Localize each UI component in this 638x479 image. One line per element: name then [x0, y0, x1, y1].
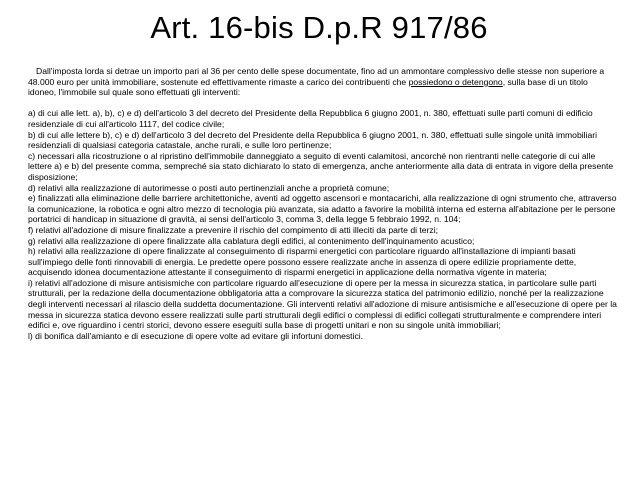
list-item-l: l) di bonifica dall'amianto e di esecuzione di opere volte ad evitare gli infortuni domestici. [28, 330, 364, 341]
list-item-c: c) necessari alla ricostruzione o al ripristino dell'immobile danneggiato a seguito di eventi calamitosi, ancorché non rientranti nelle categorie di cui alle lettere a) e b) del presente comma, sempreché sia stato dichiarato lo stato di emergenza, anche anteriormente alla data di entrata in vigore della presente disposizione; [28, 150, 614, 182]
slide-body [28, 66, 618, 341]
list-item-b: b) di cui alle lettere b), c) e d) dell'articolo 3 del decreto del Presidente della Repubblica 6 giugno 2001, n. 380, effettuati sulle singole unità immobiliari residenziali di qualsiasi categoria catastale, anche rurali, e sulle loro pertinenze; [28, 129, 598, 151]
list-item-h: h) relativi alla realizzazione di opere finalizzate al conseguimento di risparmi energetici con particolare riguardo all'installazione di impianti basati sull'impiego delle fonti rinnovabili di energia. Le predette opere possono essere realizzate anche in assenza di opere edilizie propriamente dette, acquisendo idonea documentazione attestante il conseguimento di risparmi energetici in applicazione della normativa vigente in materia; [28, 246, 577, 278]
intro-paragraph [28, 66, 618, 98]
list-item-e: e) finalizzati alla eliminazione delle barriere architettoniche, aventi ad oggetto ascensori e montacarichi, alla realizzazione di ogni strumento che, attraverso la comunicazione, la robotica e ogni altro mezzo di tecnologia più avanzata, sia adatto a favorire la mobilità interna ed esterna all'abitazione per le persone portatrici di handicap in situazione di gravità, ai sensi dell'articolo 3, comma 3, della legge 5 febbraio 1992, n. 104; [28, 193, 617, 225]
intro-underlined-text: possiedono o detengono [408, 76, 503, 87]
list-item-d: d) relativi alla realizzazione di autorimesse o posti auto pertinenziali anche a proprietà comune; [28, 182, 390, 193]
paragraph-gap [28, 98, 618, 109]
list-item-a: a) di cui alle lett. a), b), c) e d) dell'articolo 3 del decreto del Presidente della Repubblica 6 giugno 2001, n. 380, effettuati sulle parti comuni di edificio residenziale di cui all'articolo 1117, del codice civile; [28, 108, 593, 129]
intro-text-after: , sulla base di un titolo idoneo, l'immobile sul quale sono effettuati gli interventi: [28, 76, 588, 98]
slide-title: Art. 16-bis D.p.R 917/86 [150, 10, 488, 45]
list-item-i: i) relativi all'adozione di misure antisismiche con particolare riguardo all'esecuzione di opere per la messa in sicurezza statica, in particolare sulle parti strutturali, per la redazione della documentazione obbligatoria atta a comprovare la sicurezza statica del patrimonio edilizio, nonché per la realizzazione degli interventi necessari al rilascio della suddetta documentazione. Gli interventi relativi all'adozione di misure antisismiche e all'esecuzione di opere per la messa in sicurezza statica devono essere realizzati sulle parti strutturali degli edifici o complessi di edifici collegati strutturalmente e comprendere interi edifici e, ove riguardino i centri storici, devono essere eseguiti sulla base di progetti unitari e non su singole unità immobiliari; [28, 277, 617, 331]
intro-text-before: Dall'imposta lorda si detrae un importo pari al 36 per cento delle spese documentate, fino ad un ammontare complessivo delle stesse non superiore a 48.000 euro per unità immobiliare, sostenute ed effettivamente rimaste a carico dei contribuenti che [28, 66, 605, 87]
list-item-f: f) relativi all'adozione di misure finalizzate a prevenire il rischio del compimento di atti illeciti da parte di terzi; [28, 224, 439, 235]
list-item-g: g) relativi alla realizzazione di opere finalizzate alla cablatura degli edifici, al contenimento dell'inquinamento acustico; [28, 235, 475, 246]
